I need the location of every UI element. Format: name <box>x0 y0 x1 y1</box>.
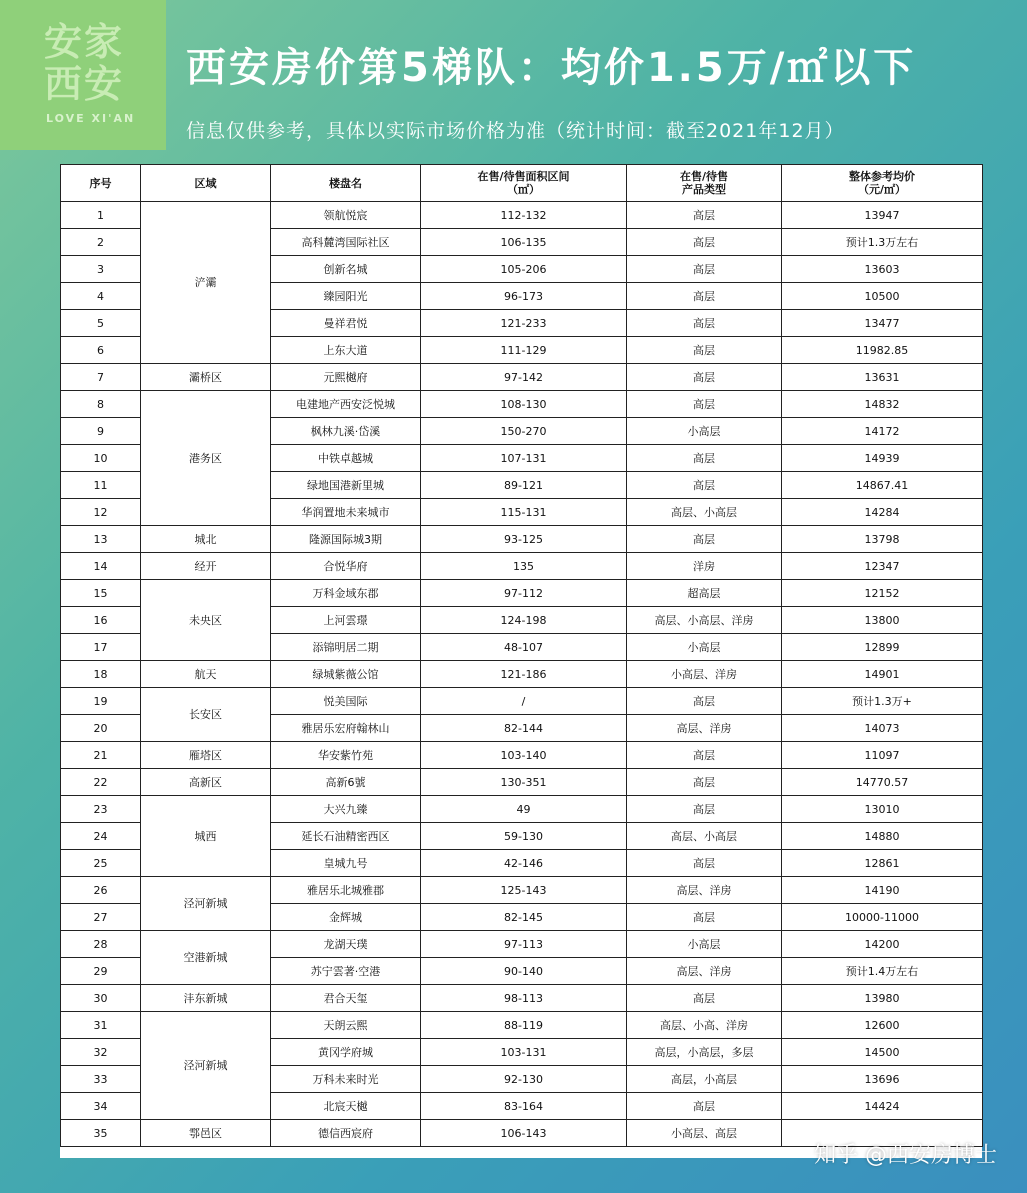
cell-area: 42-146 <box>421 850 627 877</box>
cell-area: 98-113 <box>421 985 627 1012</box>
cell-no: 3 <box>61 256 141 283</box>
cell-price: 10500 <box>782 283 983 310</box>
table-header-row <box>61 165 983 202</box>
cell-type: 高层 <box>627 850 782 877</box>
cell-price: 13477 <box>782 310 983 337</box>
cell-type: 高层 <box>627 256 782 283</box>
table-row <box>61 688 983 715</box>
cell-no: 20 <box>61 715 141 742</box>
cell-district: 高新区 <box>141 769 271 796</box>
cell-price: 12861 <box>782 850 983 877</box>
cell-name: 枫林九溪·岱溪 <box>271 418 421 445</box>
cell-price: 12152 <box>782 580 983 607</box>
cell-type: 高层 <box>627 688 782 715</box>
cell-area: 107-131 <box>421 445 627 472</box>
cell-price: 14901 <box>782 661 983 688</box>
cell-district: 鄠邑区 <box>141 1120 271 1147</box>
table-row <box>61 364 983 391</box>
cell-price: 预计1.3万+ <box>782 688 983 715</box>
cell-type: 高层 <box>627 391 782 418</box>
logo-panel <box>0 0 166 150</box>
header-area-line1: 在售/待售面积区间 <box>477 170 570 183</box>
cell-name: 高科麓湾国际社区 <box>271 229 421 256</box>
cell-district: 航天 <box>141 661 271 688</box>
cell-name: 德信西宸府 <box>271 1120 421 1147</box>
cell-type: 高层、小高层、洋房 <box>627 607 782 634</box>
cell-district: 长安区 <box>141 688 271 742</box>
cell-no: 33 <box>61 1066 141 1093</box>
cell-area: 48-107 <box>421 634 627 661</box>
header-district: 区域 <box>141 165 271 202</box>
cell-district: 空港新城 <box>141 931 271 985</box>
cell-type: 小高层 <box>627 418 782 445</box>
page-title: 西安房价第5梯队：均价1.5万/㎡以下 <box>186 45 917 91</box>
header-no: 序号 <box>61 165 141 202</box>
table-row <box>61 742 983 769</box>
cell-price: 13947 <box>782 202 983 229</box>
cell-type: 高层、洋房 <box>627 715 782 742</box>
cell-name: 隆源国际城3期 <box>271 526 421 553</box>
cell-type: 高层 <box>627 904 782 931</box>
cell-price: 14073 <box>782 715 983 742</box>
table-row <box>61 526 983 553</box>
cell-area: 90-140 <box>421 958 627 985</box>
cell-area: 82-144 <box>421 715 627 742</box>
table-row <box>61 796 983 823</box>
cell-type: 高层 <box>627 229 782 256</box>
cell-type: 高层、小高层 <box>627 499 782 526</box>
logo-line-1: 安家 <box>44 20 125 64</box>
cell-no: 7 <box>61 364 141 391</box>
cell-district: 泾河新城 <box>141 1012 271 1120</box>
cell-name: 绿城紫薇公馆 <box>271 661 421 688</box>
zhihu-watermark: 知乎 @西安房博士 <box>814 1143 997 1168</box>
cell-no: 8 <box>61 391 141 418</box>
cell-name: 延长石油精密西区 <box>271 823 421 850</box>
cell-area: 106-143 <box>421 1120 627 1147</box>
cell-name: 万科金域东郡 <box>271 580 421 607</box>
cell-district: 经开 <box>141 553 271 580</box>
cell-area: / <box>421 688 627 715</box>
cell-area: 106-135 <box>421 229 627 256</box>
cell-name: 绿地国港新里城 <box>271 472 421 499</box>
cell-area: 150-270 <box>421 418 627 445</box>
cell-name: 曼祥君悦 <box>271 310 421 337</box>
cell-name: 上河雲璟 <box>271 607 421 634</box>
cell-type: 高层、小高层 <box>627 823 782 850</box>
cell-no: 15 <box>61 580 141 607</box>
cell-name: 合悦华府 <box>271 553 421 580</box>
cell-type: 小高层 <box>627 931 782 958</box>
cell-name: 电建地产西安泛悦城 <box>271 391 421 418</box>
cell-no: 6 <box>61 337 141 364</box>
cell-no: 32 <box>61 1039 141 1066</box>
cell-type: 高层、小高、洋房 <box>627 1012 782 1039</box>
cell-district: 灞桥区 <box>141 364 271 391</box>
cell-area: 49 <box>421 796 627 823</box>
cell-district: 港务区 <box>141 391 271 526</box>
cell-area: 97-113 <box>421 931 627 958</box>
cell-price: 11982.85 <box>782 337 983 364</box>
header-price-line2: （元/㎡） <box>857 183 907 196</box>
cell-price: 14200 <box>782 931 983 958</box>
cell-no: 35 <box>61 1120 141 1147</box>
cell-name: 添锦明居二期 <box>271 634 421 661</box>
cell-type: 高层 <box>627 742 782 769</box>
cell-area: 103-131 <box>421 1039 627 1066</box>
cell-no: 31 <box>61 1012 141 1039</box>
cell-name: 悦美国际 <box>271 688 421 715</box>
header-type-line1: 在售/待售 <box>679 170 729 183</box>
cell-no: 27 <box>61 904 141 931</box>
cell-area: 59-130 <box>421 823 627 850</box>
header-type <box>627 165 782 202</box>
cell-area: 97-142 <box>421 364 627 391</box>
cell-no: 22 <box>61 769 141 796</box>
cell-name: 雅居乐北城雅郡 <box>271 877 421 904</box>
cell-name: 臻园阳光 <box>271 283 421 310</box>
logo-line-2: 西安 <box>44 62 125 106</box>
cell-type: 高层 <box>627 202 782 229</box>
cell-district: 城西 <box>141 796 271 877</box>
page-subtitle: 信息仅供参考，具体以实际市场价格为准（统计时间：截至2021年12月） <box>186 120 845 142</box>
table-row <box>61 202 983 229</box>
table-row <box>61 769 983 796</box>
cell-name: 创新名城 <box>271 256 421 283</box>
cell-price: 12899 <box>782 634 983 661</box>
cell-area: 112-132 <box>421 202 627 229</box>
cell-name: 君合天玺 <box>271 985 421 1012</box>
cell-area: 88-119 <box>421 1012 627 1039</box>
cell-price: 14832 <box>782 391 983 418</box>
cell-type: 小高层、高层 <box>627 1120 782 1147</box>
cell-no: 19 <box>61 688 141 715</box>
cell-type: 高层 <box>627 526 782 553</box>
cell-no: 23 <box>61 796 141 823</box>
cell-name: 皇城九号 <box>271 850 421 877</box>
cell-area: 82-145 <box>421 904 627 931</box>
cell-price: 12347 <box>782 553 983 580</box>
cell-area: 130-351 <box>421 769 627 796</box>
cell-type: 高层 <box>627 472 782 499</box>
cell-district: 城北 <box>141 526 271 553</box>
cell-name: 天朗云熙 <box>271 1012 421 1039</box>
cell-type: 高层 <box>627 445 782 472</box>
cell-name: 华润置地未来城市 <box>271 499 421 526</box>
cell-area: 121-186 <box>421 661 627 688</box>
table-body <box>61 202 983 1147</box>
cell-district: 浐灞 <box>141 202 271 364</box>
cell-area: 105-206 <box>421 256 627 283</box>
cell-type: 高层、洋房 <box>627 877 782 904</box>
cell-name: 元熙樾府 <box>271 364 421 391</box>
cell-no: 25 <box>61 850 141 877</box>
cell-price: 14500 <box>782 1039 983 1066</box>
cell-type: 高层，小高层 <box>627 1066 782 1093</box>
cell-area: 96-173 <box>421 283 627 310</box>
cell-price: 14867.41 <box>782 472 983 499</box>
cell-district: 沣东新城 <box>141 985 271 1012</box>
cell-type: 高层 <box>627 796 782 823</box>
cell-price: 13010 <box>782 796 983 823</box>
cell-area: 92-130 <box>421 1066 627 1093</box>
price-table <box>60 164 983 1147</box>
cell-price: 14939 <box>782 445 983 472</box>
cell-no: 26 <box>61 877 141 904</box>
cell-area: 108-130 <box>421 391 627 418</box>
cell-name: 华安紫竹苑 <box>271 742 421 769</box>
cell-name: 龙湖天璞 <box>271 931 421 958</box>
cell-price: 13798 <box>782 526 983 553</box>
cell-price: 10000-11000 <box>782 904 983 931</box>
cell-type: 高层 <box>627 769 782 796</box>
header-area-line2: （㎡） <box>507 183 540 196</box>
header-price <box>782 165 983 202</box>
cell-type: 高层、洋房 <box>627 958 782 985</box>
cell-no: 16 <box>61 607 141 634</box>
header-type-line2: 产品类型 <box>682 183 726 196</box>
cell-type: 高层 <box>627 1093 782 1120</box>
table-row <box>61 391 983 418</box>
cell-price: 14770.57 <box>782 769 983 796</box>
logo-subtitle: LOVE XI'AN <box>46 112 136 125</box>
price-table-sheet <box>60 164 982 1158</box>
cell-area: 83-164 <box>421 1093 627 1120</box>
cell-name: 苏宁雲著·空港 <box>271 958 421 985</box>
table-row <box>61 931 983 958</box>
cell-price: 13631 <box>782 364 983 391</box>
cell-area: 103-140 <box>421 742 627 769</box>
cell-area: 89-121 <box>421 472 627 499</box>
cell-type: 超高层 <box>627 580 782 607</box>
cell-price: 14172 <box>782 418 983 445</box>
header-area <box>421 165 627 202</box>
cell-name: 金辉城 <box>271 904 421 931</box>
cell-no: 28 <box>61 931 141 958</box>
cell-area: 115-131 <box>421 499 627 526</box>
cell-price: 13603 <box>782 256 983 283</box>
cell-area: 125-143 <box>421 877 627 904</box>
cell-name: 黄冈学府城 <box>271 1039 421 1066</box>
cell-type: 高层 <box>627 985 782 1012</box>
cell-area: 111-129 <box>421 337 627 364</box>
header-price-line1: 整体参考均价 <box>849 170 915 183</box>
cell-type: 高层 <box>627 337 782 364</box>
cell-no: 21 <box>61 742 141 769</box>
cell-district: 雁塔区 <box>141 742 271 769</box>
cell-no: 13 <box>61 526 141 553</box>
cell-no: 5 <box>61 310 141 337</box>
cell-price: 预计1.4万左右 <box>782 958 983 985</box>
cell-price: 11097 <box>782 742 983 769</box>
cell-price: 12600 <box>782 1012 983 1039</box>
table-row <box>61 1012 983 1039</box>
cell-name: 北宸天樾 <box>271 1093 421 1120</box>
cell-area: 135 <box>421 553 627 580</box>
cell-price: 13980 <box>782 985 983 1012</box>
cell-name: 中铁卓越城 <box>271 445 421 472</box>
cell-no: 10 <box>61 445 141 472</box>
cell-no: 1 <box>61 202 141 229</box>
cell-no: 11 <box>61 472 141 499</box>
cell-district: 泾河新城 <box>141 877 271 931</box>
cell-no: 4 <box>61 283 141 310</box>
cell-price: 13696 <box>782 1066 983 1093</box>
cell-no: 2 <box>61 229 141 256</box>
cell-price: 14284 <box>782 499 983 526</box>
cell-type: 小高层、洋房 <box>627 661 782 688</box>
cell-name: 领航悦宸 <box>271 202 421 229</box>
cell-name: 大兴九臻 <box>271 796 421 823</box>
cell-no: 12 <box>61 499 141 526</box>
cell-name: 万科未来时光 <box>271 1066 421 1093</box>
cell-no: 30 <box>61 985 141 1012</box>
table-row <box>61 985 983 1012</box>
cell-name: 雅居乐宏府翰林山 <box>271 715 421 742</box>
cell-type: 高层，小高层，多层 <box>627 1039 782 1066</box>
header-name: 楼盘名 <box>271 165 421 202</box>
cell-price: 预计1.3万左右 <box>782 229 983 256</box>
cell-area: 93-125 <box>421 526 627 553</box>
cell-area: 97-112 <box>421 580 627 607</box>
table-row <box>61 553 983 580</box>
cell-price: 13800 <box>782 607 983 634</box>
cell-name: 上东大道 <box>271 337 421 364</box>
cell-no: 24 <box>61 823 141 850</box>
cell-no: 17 <box>61 634 141 661</box>
cell-type: 小高层 <box>627 634 782 661</box>
cell-type: 高层 <box>627 364 782 391</box>
cell-price: 14880 <box>782 823 983 850</box>
table-row <box>61 661 983 688</box>
cell-name: 高新6號 <box>271 769 421 796</box>
cell-no: 29 <box>61 958 141 985</box>
cell-area: 124-198 <box>421 607 627 634</box>
table-row <box>61 877 983 904</box>
cell-price: 14424 <box>782 1093 983 1120</box>
cell-type: 高层 <box>627 283 782 310</box>
cell-no: 9 <box>61 418 141 445</box>
cell-area: 121-233 <box>421 310 627 337</box>
cell-type: 高层 <box>627 310 782 337</box>
table-row <box>61 580 983 607</box>
cell-no: 18 <box>61 661 141 688</box>
cell-type: 洋房 <box>627 553 782 580</box>
cell-no: 14 <box>61 553 141 580</box>
cell-price: 14190 <box>782 877 983 904</box>
cell-no: 34 <box>61 1093 141 1120</box>
cell-district: 未央区 <box>141 580 271 661</box>
